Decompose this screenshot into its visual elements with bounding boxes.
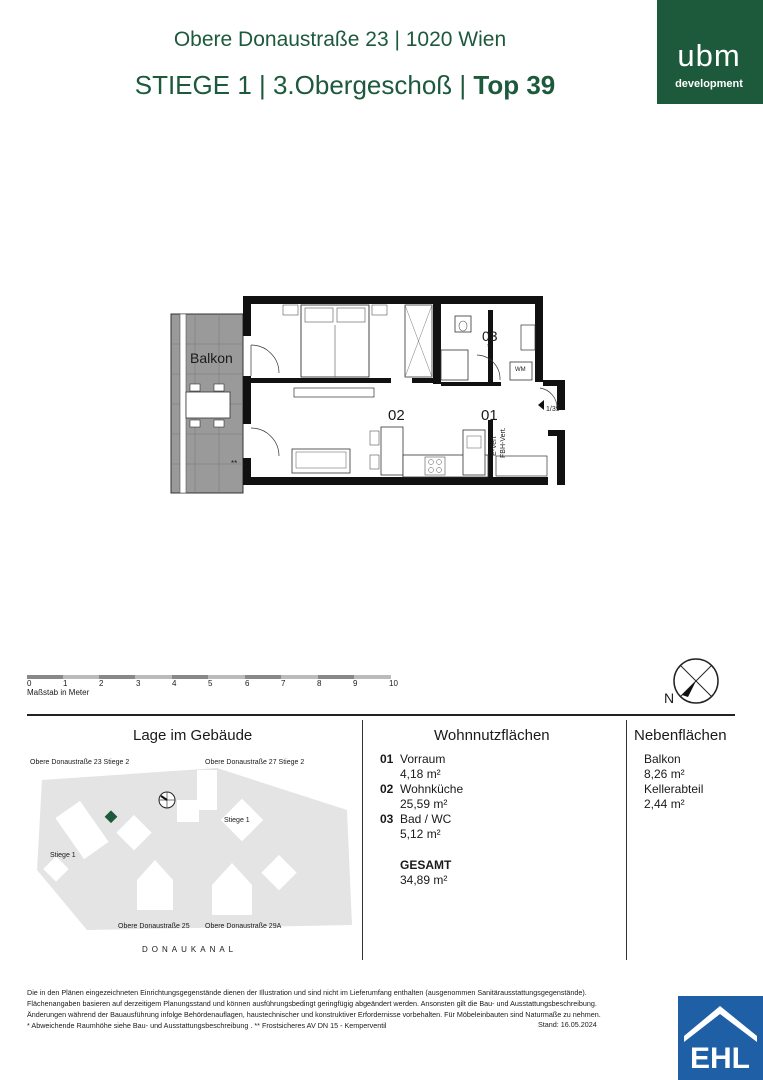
room-name: Wohnküche [400, 782, 464, 796]
scale-tick: 2 [99, 679, 104, 688]
room-area: 25,59 m² [400, 797, 448, 811]
scale-tick: 10 [389, 679, 398, 688]
scale-tick: 9 [353, 679, 358, 688]
ehl-logo-text: EHL [690, 1042, 750, 1075]
room-name: Vorraum [400, 752, 446, 766]
door-reference: 1/39 [546, 406, 560, 413]
dining-table [381, 427, 403, 475]
site-label: Stiege 1 [224, 817, 250, 824]
shower [441, 350, 468, 380]
scale-tick: 8 [317, 679, 322, 688]
heading-wohnnutzflaechen: Wohnnutzflächen [434, 727, 550, 744]
scale-tick: 0 [27, 679, 32, 688]
scale-tick: 5 [208, 679, 213, 688]
e-vert-label: E-Vert [491, 436, 498, 456]
sink [521, 325, 535, 350]
room-number: 01 [380, 752, 394, 766]
fbh-vert-label: FBH-Vert. [500, 427, 507, 458]
label-room-01: 01 [481, 407, 498, 424]
room-row-01 [380, 752, 445, 767]
room-name: Bad / WC [400, 812, 452, 826]
frost-valve-mark: ** [231, 459, 238, 468]
scale-tick: 7 [281, 679, 286, 688]
floor-plan [0, 285, 580, 500]
disclaimer-line: Änderungen während der Bauausführung infolge Behördenauflagen, haustechnischer und konstruktiver Erfordernisse vorbehalten. Für Möbeleinbauten sind Naturmaße zu nehmen. [27, 1010, 601, 1019]
label-room-02: 02 [388, 407, 405, 424]
column-divider [626, 720, 627, 960]
ceiling-height-mark: * [487, 342, 491, 352]
ubm-logo-main: ubm [677, 38, 741, 73]
site-label: Obere Donaustraße 27 Stiege 2 [205, 759, 305, 766]
room-area: 5,12 m² [400, 827, 441, 841]
room-number: 03 [380, 812, 394, 826]
disclaimer-line: Flächenangaben basieren auf derzeitigem Planungsstand und können ausführungsbedingt geringfügig abgeändert werden. Ansonsten gilt die Bau- und Ausstattungsbeschreibung. [27, 999, 597, 1008]
site-label: Stiege 1 [50, 852, 76, 859]
wm-label: WM [515, 367, 526, 373]
site-plan [27, 760, 357, 940]
neben-area: 2,44 m² [644, 797, 685, 811]
total-label: GESAMT [400, 858, 452, 872]
label-balkon: Balkon [190, 350, 233, 366]
unit-title [0, 70, 690, 101]
site-label: Obere Donaustraße 29A [205, 923, 282, 930]
scale-tick: 3 [136, 679, 141, 688]
neben-name: Kellerabteil [644, 782, 704, 796]
disclaimer-line: Die in den Plänen eingezeichneten Einrichtungsgegenstände dienen der Illustration und sind nicht im Lieferumfang enthalten (ausgenommen Sanitärausstattungsgegenstände). [27, 988, 587, 997]
site-label: Obere Donaustraße 25 [118, 923, 190, 930]
disclaimer-line: * Abweichende Raumhöhe siehe Bau- und Ausstattungsbeschreibung . ** Frostsicheres AV DN 15 - Kemperventil [27, 1021, 387, 1030]
toilet [455, 316, 471, 332]
canal-label: DONAUKANAL [142, 945, 238, 954]
heading-lage: Lage im Gebäude [133, 727, 253, 744]
scale-tick: 6 [245, 679, 250, 688]
scale-tick: 1 [63, 679, 68, 688]
ubm-logo [657, 0, 763, 104]
north-arrow-icon [670, 655, 722, 707]
room-row-02 [380, 782, 463, 797]
section-divider [27, 714, 735, 716]
unit-top: Top 39 [473, 70, 556, 100]
project-address: Obere Donaustraße 23 | 1020 Wien [173, 28, 507, 51]
room-area: 4,18 m² [400, 767, 441, 781]
unit-prefix: STIEGE 1 | 3.Obergeschoß | [134, 70, 467, 100]
room-number: 02 [380, 782, 394, 796]
site-label: Obere Donaustraße 23 Stiege 2 [30, 759, 130, 766]
column-divider [362, 720, 363, 960]
neben-area: 8,26 m² [644, 767, 685, 781]
neben-name: Balkon [644, 752, 681, 766]
sideboard [294, 388, 374, 397]
disclaimer [27, 987, 607, 1031]
total-area: 34,89 m² [400, 873, 448, 887]
stand-date: Stand: 16.05.2024 [538, 1020, 597, 1029]
scale-label: Maßstab in Meter [27, 688, 90, 697]
entrance-wardrobe [496, 456, 547, 476]
label-room-03: 03 [482, 328, 498, 344]
balcony-table [186, 392, 230, 418]
north-label: N [664, 690, 675, 706]
scale-tick: 4 [172, 679, 177, 688]
heading-nebenflaechen: Nebenflächen [634, 727, 727, 744]
ehl-logo [678, 996, 763, 1080]
room-row-03 [380, 812, 451, 827]
ubm-logo-sub: development [675, 78, 743, 90]
